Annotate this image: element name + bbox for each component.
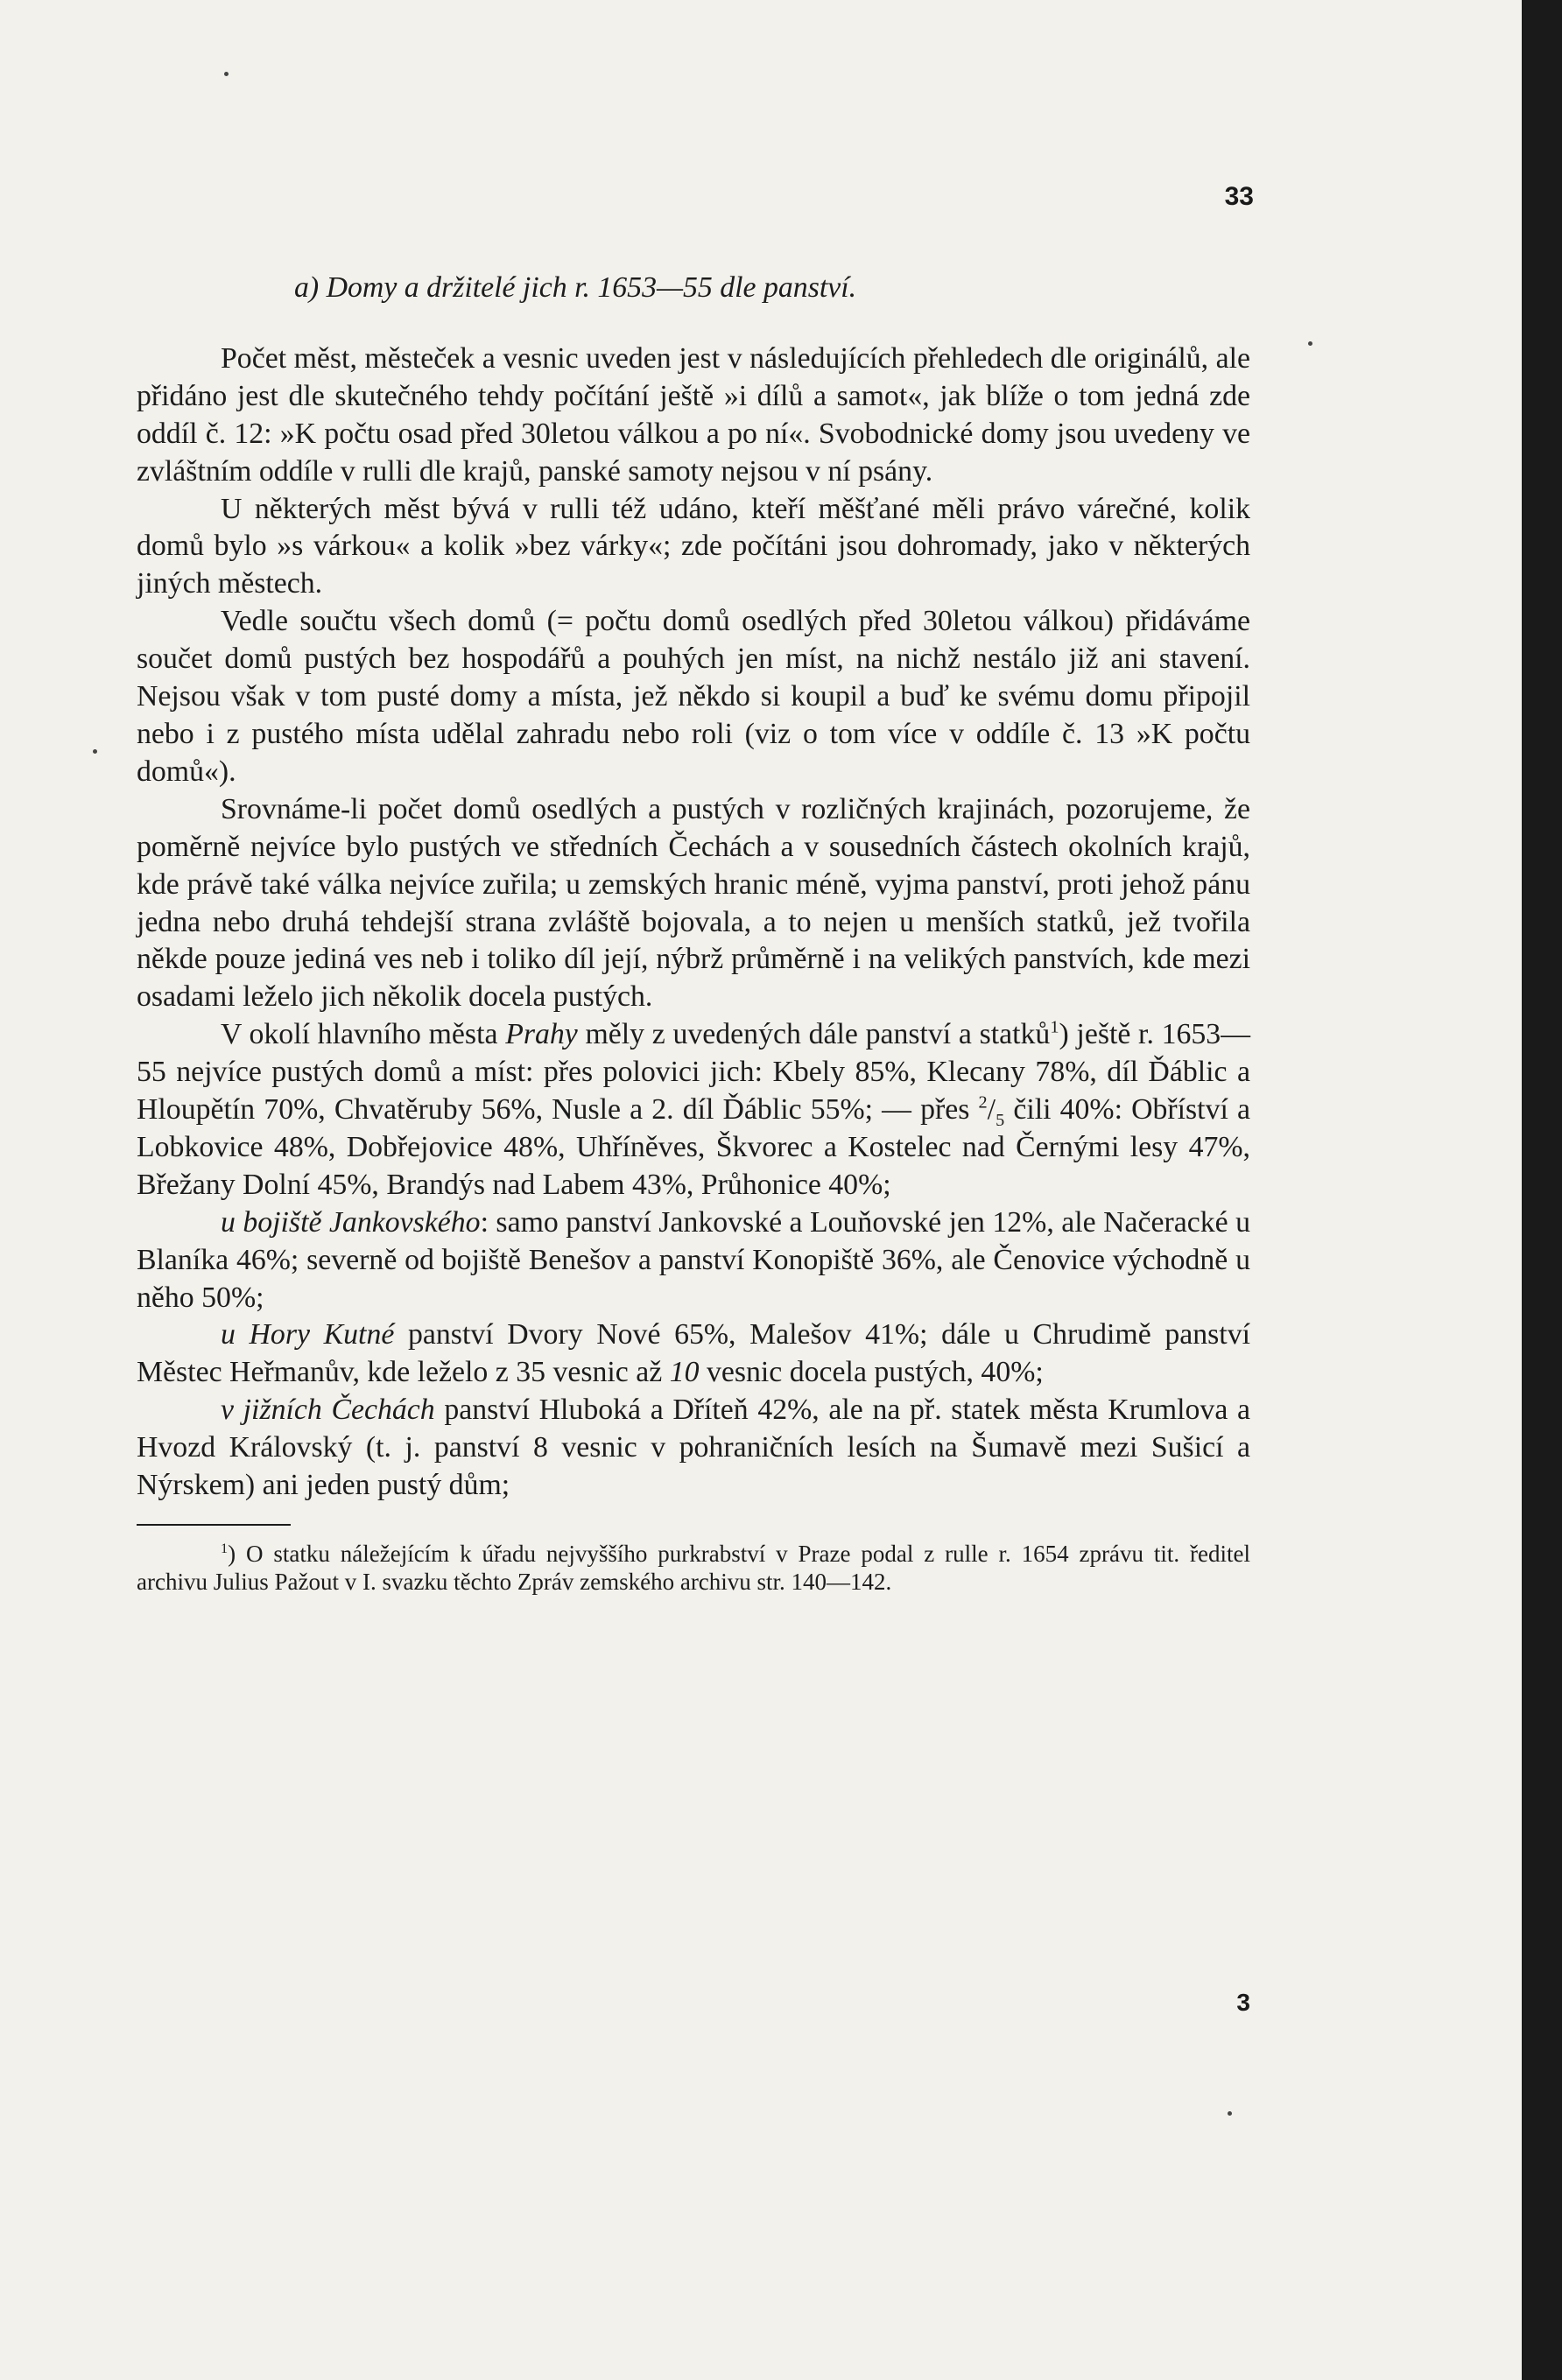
p7-text-d: vesnic docela pustých, 40%; <box>699 1356 1044 1389</box>
p5-text-d: ) ještě r. 1653—55 nejvíce pustých domů a míst: přes polovici jich: Kbely 85%, Klecany 78%, díl Ďáblic a Hloupětín 70%, Chvatěruby 56%, Nusle a 2. díl Ďáblic 55%; — přes <box>137 1018 1250 1127</box>
paper-speck <box>224 72 229 76</box>
footnote-mark: 1 <box>221 1541 229 1556</box>
paper-speck <box>93 749 97 754</box>
paragraph-5: V okolí hlavního města Prahy měly z uvedených dále panství a statků$^1$) ještě r. 1653—55 nejvíce pustých domů a míst: přes polovici jich: Kbely 85%, Klecany 78%, díl Ďáblic a Hloupětín 70%, Chvatěruby 56%, Nusle a 2. díl Ďáblic 55%; — přes $^2/_5$ čili 40%: Obříství a Lobkovice 48%, Dobřejovice 48%, Uhříněves, Škvorec a Kostelec nad Černými lesy 47%, Břežany Dolní 45%, Brandýs nad Labem 43%, Průhonice 40%; <box>137 1017 1250 1201</box>
p7-text-b: panství Dvory Nové 65%, Malešov 41%; dále u Chrudimě panství Městec Heřmanův, kde leželo z 35 vesnic až <box>137 1318 1250 1389</box>
sheet-signature: 3 <box>1236 1989 1250 2016</box>
p5-prahy: Prahy <box>505 1018 578 1051</box>
paragraph-1: Počet měst, městeček a vesnic uveden jest v následujících přehledech dle originálů, ale přidáno jest dle skutečného tehdy počítání ještě »i dílů a samot«, jak blíže o tom jedná zde oddíl č. 12: »K počtu osad před 30letou válkou a po ní«. Svobodnické domy jsou uvedeny ve zvláštním oddíle v rulli dle krajů, panské samoty nejsou v ní psány. <box>137 341 1250 488</box>
p5-text-e: čili 40%: Obříství a Lobkovice 48%, Dobřejovice 48%, Uhříněves, Škvorec a Kostelec nad Černými lesy 47%, Břežany Dolní 45%, Brandýs nad Labem 43%, Průhonice 40%; <box>137 1093 1250 1201</box>
fraction-numerator: 2 <box>978 1092 988 1113</box>
section-heading: a) Domy a držitelé jich r. 1653—55 dle panství. <box>294 271 857 304</box>
page-number: 33 <box>1224 182 1254 211</box>
p8-text: panství Hluboká a Dříteň 42%, ale na př. statek města Krumlova a Hvozd Královský (t. j. panství 8 vesnic v pohraničních lesích na Šumavě mezi Sušicí a Nýrskem) ani jeden pustý dům; <box>137 1394 1250 1502</box>
main-text <box>137 270 1250 1596</box>
footnote <box>137 1540 1250 1596</box>
p5-text-c: měly z uvedených dále panství a statků <box>577 1018 1051 1051</box>
p6-lead: u bojiště Jankovského <box>221 1205 481 1239</box>
paragraph-8 <box>137 1392 1250 1505</box>
paragraph-7 <box>137 1316 1250 1392</box>
p6-text: : samo panství Jankovské a Louňovské jen 12%, ale Načeracké u Blaníka 46%; severně od bojiště Benešov a panství Konopiště 36%, ale Čenovice východně u něho 50%; <box>137 1205 1250 1314</box>
p7-number: 10 <box>669 1356 700 1389</box>
p5-text-a: V okolí hlavního města <box>221 1018 506 1051</box>
p8-lead: v jižních Čechách <box>221 1394 435 1427</box>
paragraph-4: Srovnáme-li počet domů osedlých a pustých v rozličných krajinách, pozorujeme, že poměrně nejvíce bylo pustých ve středních Čechách a v sousedních částech okolních krajů, kde právě také válka nejvíce zuřila; u zemských hranic méně, vyjma panství, proti jehož pánu jedna nebo druhá tehdejší strana zvláště bojovala, a to nejen u menších statků, jež tvořila někde pouze jediná ves neb i toliko díl její, nýbrž průměrně i na velikých panstvích, kde mezi osadami leželo jich několik docela pustých. <box>137 792 1250 1014</box>
footnote-ref: 1 <box>1050 1017 1059 1037</box>
p7-lead: u Hory Kutné <box>221 1318 395 1351</box>
footnote-text: ) O statku náležejícím k úřadu nejvyššího purkrabství v Praze podal z rulle r. 1654 zprávu tit. ředitel archivu Julius Pažout v I. svazku těchto Zpráv zemského archivu str. 140—142. <box>137 1541 1250 1595</box>
paper-speck <box>1228 2111 1232 2116</box>
paragraph-3: Vedle součtu všech domů (= počtu domů osedlých před 30letou válkou) přidáváme součet domů pustých bez hospodářů a pouhých jen míst, na nichž nestálo již ani stavení. Nejsou však v tom pusté domy a místa, jež někdo si koupil a buď ke svému domu připojil nebo i z pustého místa udělal zahradu nebo roli (viz o tom více v oddíle č. 13 »K počtu domů«). <box>137 605 1250 788</box>
paragraph-6 <box>137 1204 1250 1317</box>
paragraph-2: U některých měst bývá v rulli též udáno, kteří měšťané měli právo várečné, kolik domů bylo »s várkou« a kolik »bez várky«; zde počítáni jsou dohromady, jako v některých jiných městech. <box>137 492 1250 600</box>
paper-speck <box>1308 341 1312 346</box>
fraction-denominator: 5 <box>996 1110 1005 1130</box>
footnote-divider <box>137 1524 291 1526</box>
